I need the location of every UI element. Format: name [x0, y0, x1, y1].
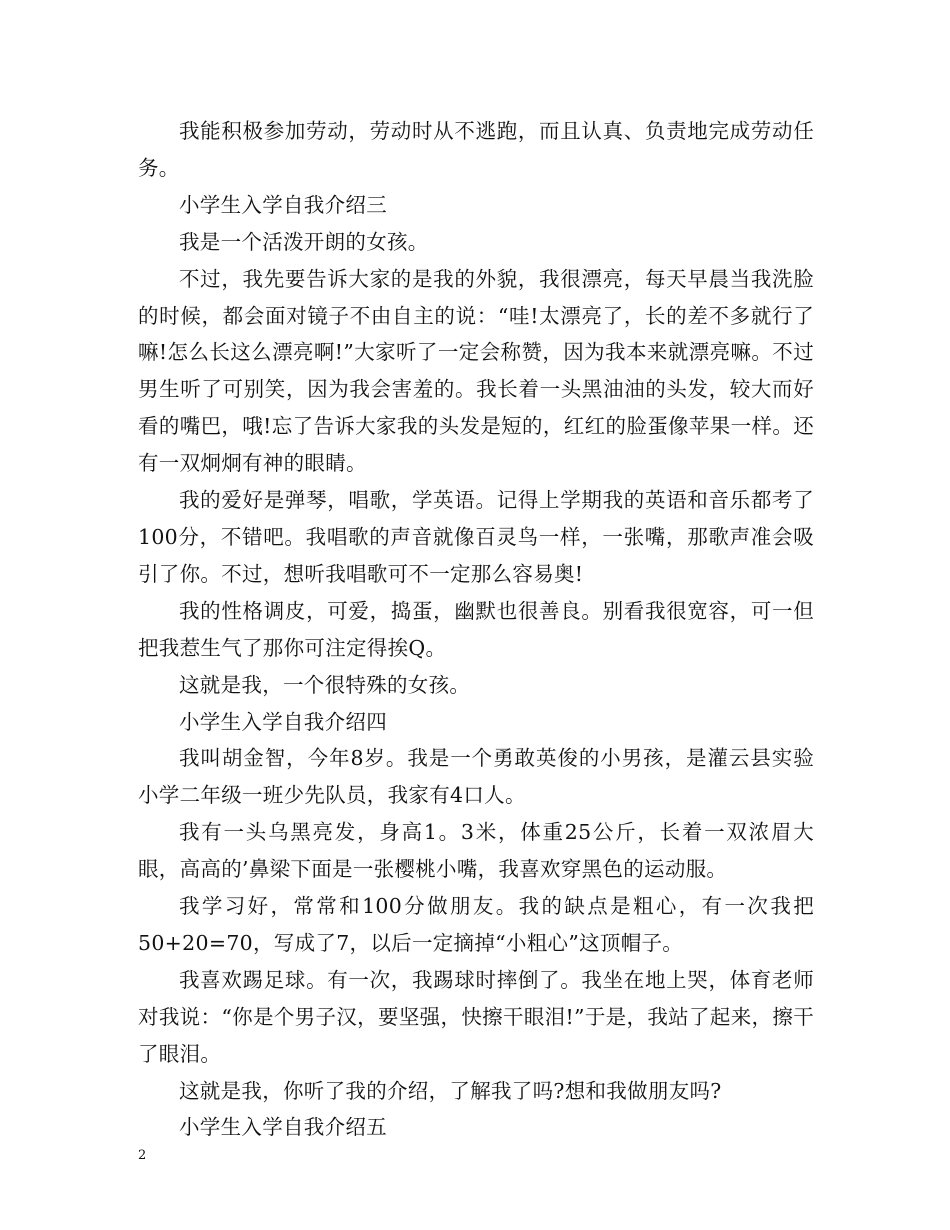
- paragraph: 我学习好，常常和100分做朋友。我的缺点是粗心，有一次我把50+20=70，写成了7，以后一定摘掉“小粗心”这顶帽子。: [138, 894, 814, 955]
- paragraph: 我是一个活泼开朗的女孩。: [179, 229, 429, 254]
- page-number: 2: [138, 1148, 147, 1163]
- paragraph: 这就是我，你听了我的介绍，了解我了吗?想和我做朋友吗?: [179, 1078, 722, 1103]
- paragraph: 我能积极参加劳动，劳动时从不逃跑，而且认真、负责地完成劳动任务。: [138, 119, 814, 180]
- section-heading: 小学生入学自我介绍三: [179, 192, 387, 217]
- paragraph: 不过，我先要告诉大家的是我的外貌，我很漂亮，每天早晨当我洗脸的时候，都会面对镜子不由自主的说：“哇!太漂亮了，长的差不多就行了嘛!怎么长这么漂亮啊!”大家听了一定会称赞，因为我本来就漂亮嘛。不过男生听了可别笑，因为我会害羞的。我长着一头黑油油的头发，较大而好看的嘴巴，哦!忘了告诉大家我的头发是短的，红红的脸蛋像苹果一样。还有一双炯炯有神的眼睛。: [138, 266, 814, 476]
- paragraph: 这就是我，一个很特殊的女孩。: [179, 672, 471, 697]
- section-heading: 小学生入学自我介绍五: [179, 1115, 387, 1140]
- paragraph: 我有一头乌黑亮发，身高1。3米，体重25公斤，长着一双浓眉大眼，高高的’鼻梁下面是一张樱桃小嘴，我喜欢穿黑色的运动服。: [138, 820, 814, 882]
- paragraph: 我喜欢踢足球。有一次，我踢球时摔倒了。我坐在地上哭，体育老师对我说：“你是个男子汉，要坚强，快擦干眼泪!”于是，我站了起来，擦干了眼泪。: [138, 967, 814, 1066]
- section-heading: 小学生入学自我介绍四: [179, 709, 387, 734]
- document-body: [138, 113, 814, 1146]
- paragraph: 我叫胡金智，今年8岁。我是一个勇敢英俊的小男孩，是灌云县实验小学二年级一班少先队员，我家有4口人。: [138, 746, 814, 808]
- paragraph: 我的性格调皮，可爱，捣蛋，幽默也很善良。别看我很宽容，可一但把我惹生气了那你可注定得挨Q。: [138, 598, 814, 660]
- paragraph: 我的爱好是弹琴，唱歌，学英语。记得上学期我的英语和音乐都考了100分，不错吧。我唱歌的声音就像百灵鸟一样，一张嘴，那歌声准会吸引了你。不过，想听我唱歌可不一定那么容易奥!: [138, 488, 814, 586]
